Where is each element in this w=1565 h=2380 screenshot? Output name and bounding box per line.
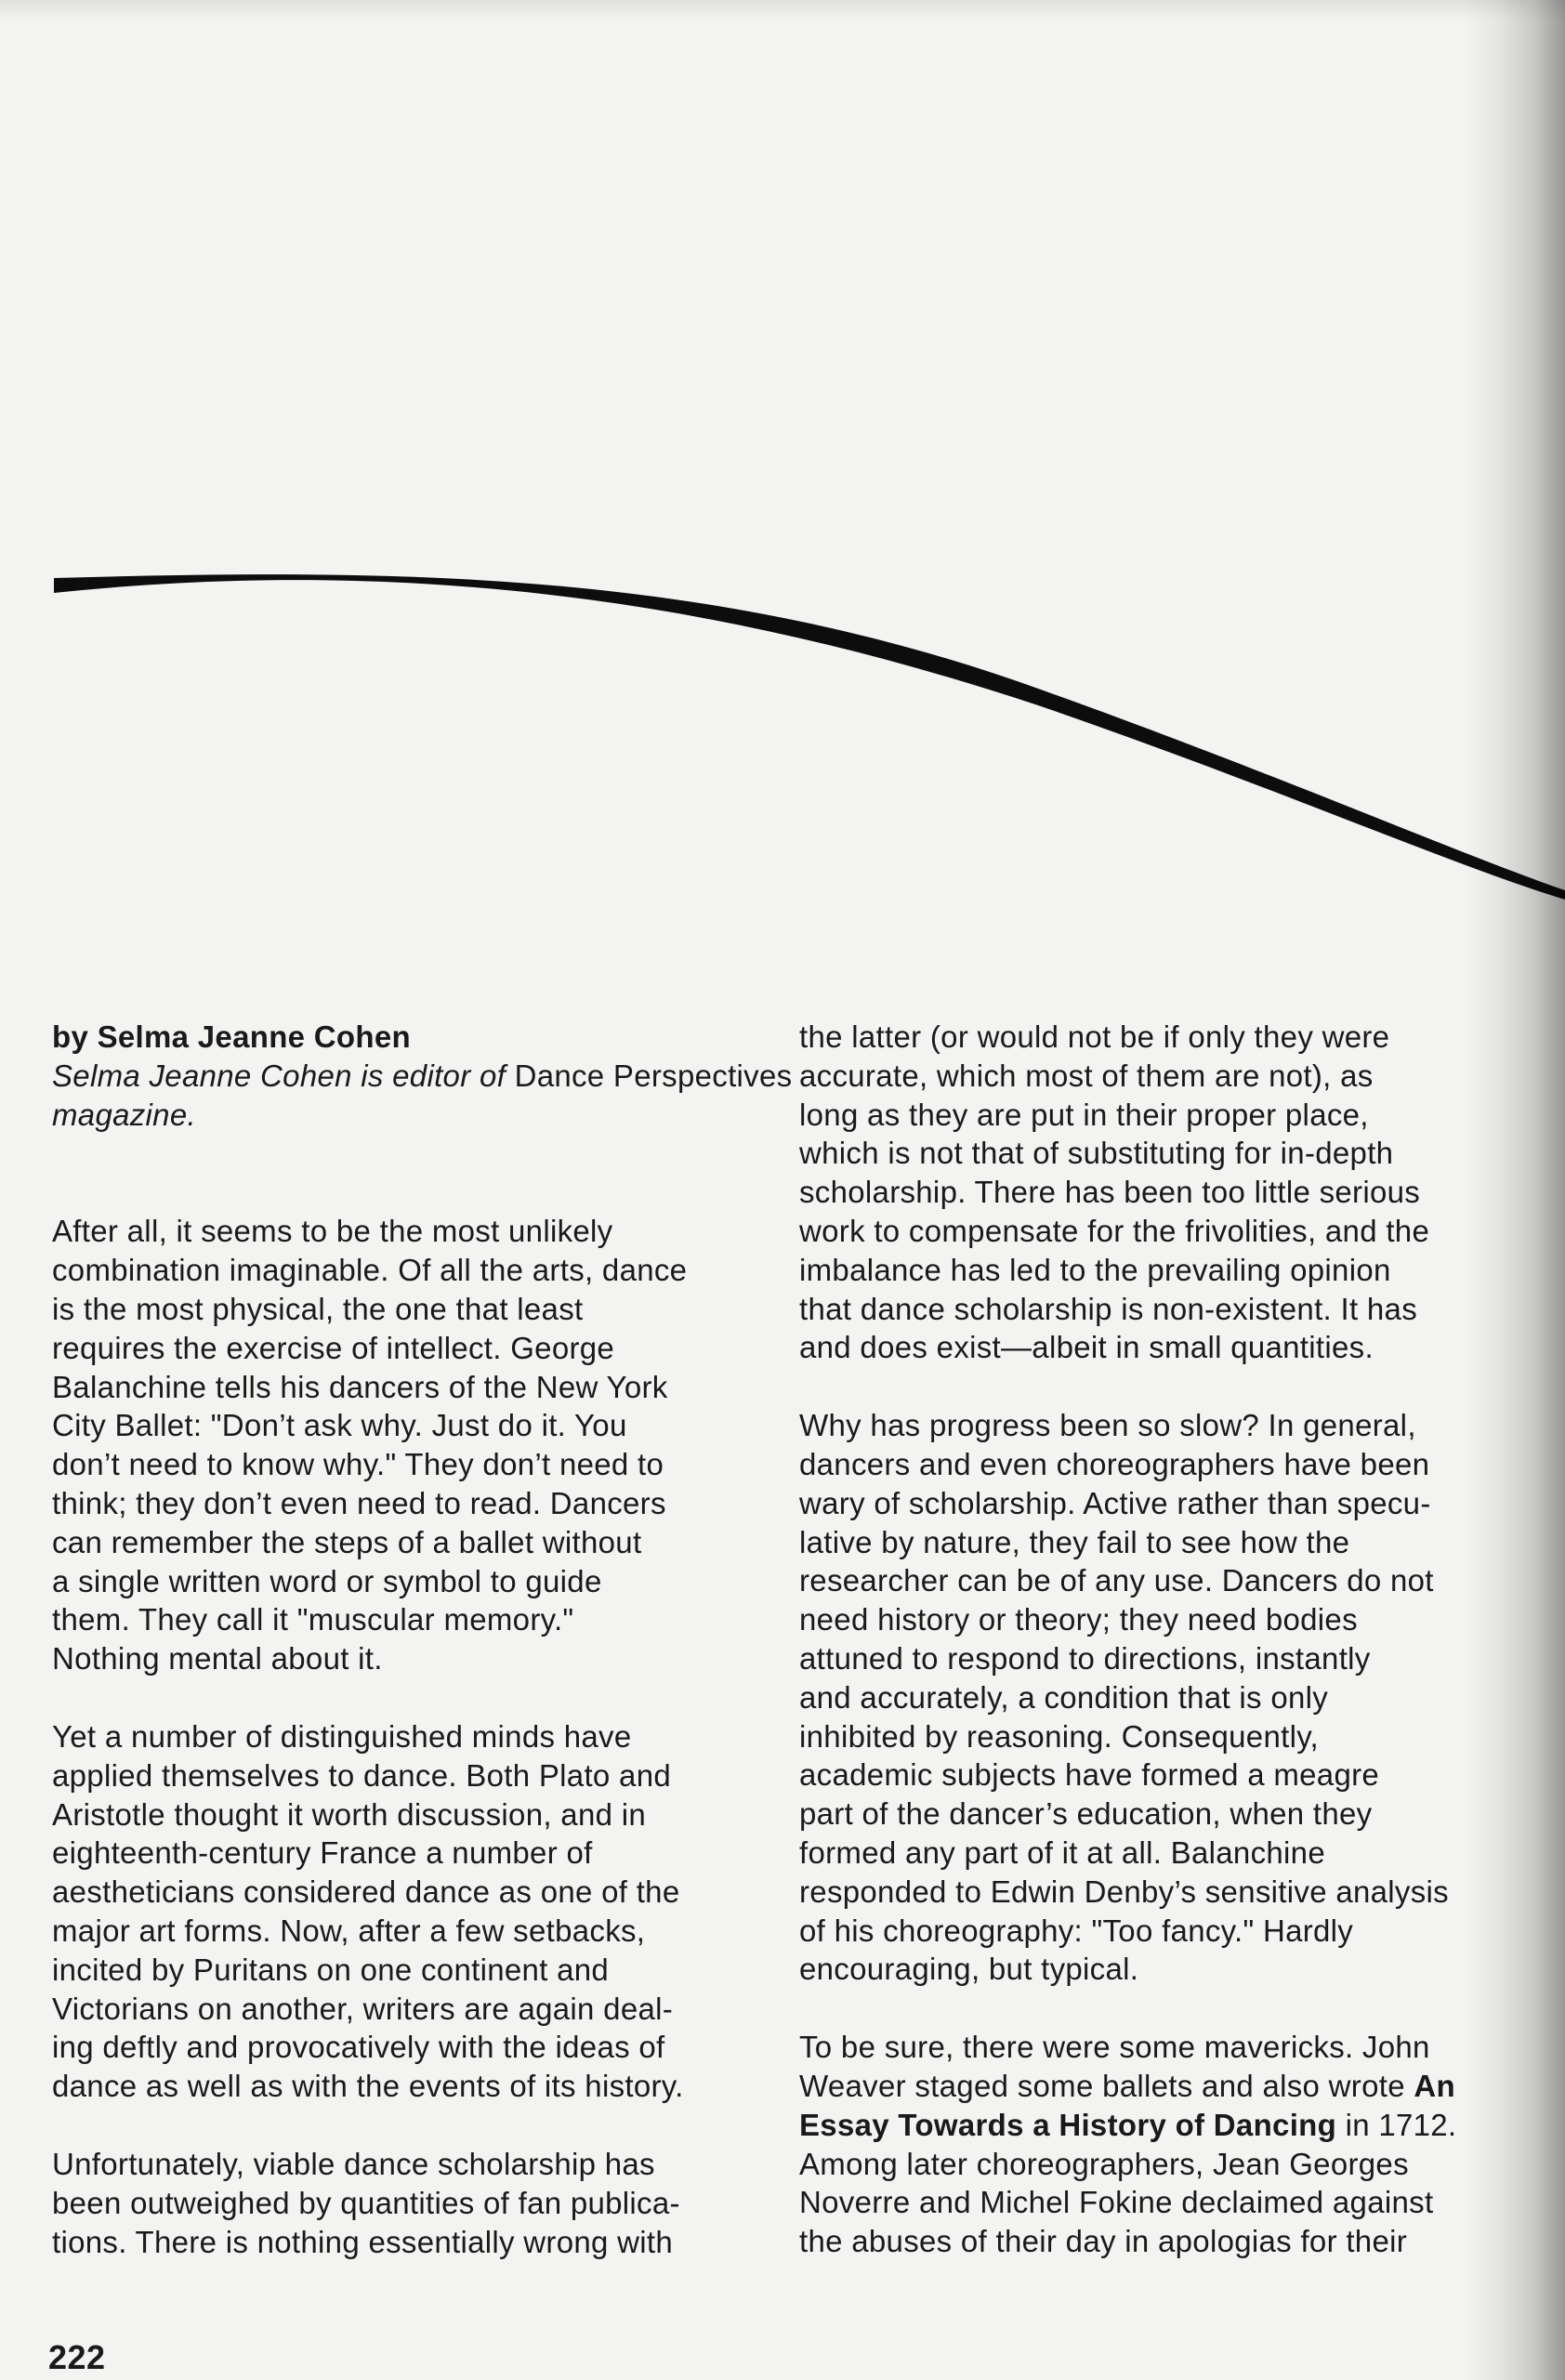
page-number: 222 bbox=[48, 2338, 106, 2376]
right-column bbox=[799, 1018, 1506, 2261]
paragraph-mavericks bbox=[799, 2028, 1506, 2261]
text-line: inhibited by reasoning. Consequently, bbox=[799, 1718, 1320, 1754]
text-line: work to compensate for the frivolities, and the bbox=[799, 1213, 1430, 1248]
text-line: don’t need to know why." They don’t need to bbox=[52, 1447, 664, 1482]
text-line: of his choreography: "Too fancy." Hardly bbox=[799, 1913, 1354, 1948]
text-line: wary of scholarship. Active rather than specu- bbox=[799, 1485, 1431, 1520]
text-line: accurate, which most of them are not), as bbox=[799, 1058, 1374, 1093]
text-line: academic subjects have formed a meagre bbox=[799, 1757, 1380, 1793]
text-line: lative by nature, they fail to see how the bbox=[799, 1524, 1350, 1559]
text-line: attuned to respond to directions, instantly bbox=[799, 1640, 1371, 1676]
text-line: encouraging, but typical. bbox=[799, 1952, 1139, 1987]
text-fragment: in 1712. bbox=[1345, 2107, 1457, 2142]
left-paragraph bbox=[52, 1212, 758, 1678]
text-line bbox=[799, 2106, 1506, 2145]
text-line: incited by Puritans on one continent and bbox=[52, 1952, 610, 1987]
text-line: scholarship. There has been too little serious bbox=[799, 1175, 1421, 1210]
text-line: combination imaginable. Of all the arts, dance bbox=[52, 1253, 688, 1288]
text-line: City Ballet: "Don’t ask why. Just do it. You bbox=[52, 1408, 627, 1443]
byline-block bbox=[52, 1018, 793, 1134]
author-bio bbox=[52, 1057, 793, 1135]
text-line: Why has progress been so slow? In general, bbox=[799, 1408, 1416, 1443]
text-fragment: Weaver staged some ballets and also wrote bbox=[799, 2068, 1405, 2103]
author-byline: by Selma Jeanne Cohen bbox=[52, 1019, 411, 1054]
text-line bbox=[799, 2067, 1506, 2106]
text-line: that dance scholarship is non-existent. It has bbox=[799, 1291, 1418, 1326]
author-bio-part2: Dance Perspectives bbox=[514, 1058, 793, 1093]
text-line: the latter (or would not be if only they were bbox=[799, 1019, 1390, 1054]
text-line: Balanchine tells his dancers of the New York bbox=[52, 1369, 668, 1404]
author-bio-part3-line bbox=[52, 1096, 758, 1135]
text-line: aestheticians considered dance as one of the bbox=[52, 1874, 680, 1910]
text-line: long as they are put in their proper place, bbox=[799, 1097, 1369, 1132]
text-line: tions. There is nothing essentially wrong with bbox=[52, 2224, 674, 2259]
left-column-paragraphs bbox=[52, 1212, 758, 2261]
text-line: Noverre and Michel Fokine declaimed against bbox=[799, 2185, 1434, 2220]
text-line: To be sure, there were some mavericks. John bbox=[799, 2030, 1430, 2065]
text-line: researcher can be of any use. Dancers do not bbox=[799, 1563, 1434, 1598]
text-line: eighteenth-century France a number of bbox=[52, 1835, 593, 1871]
text-line: need history or theory; they need bodies bbox=[799, 1602, 1358, 1637]
decorative-swoosh-line bbox=[0, 0, 1565, 929]
left-paragraph bbox=[52, 1717, 758, 2106]
text-line: Yet a number of distinguished minds have bbox=[52, 1718, 632, 1754]
text-line: requires the exercise of intellect. George bbox=[52, 1330, 615, 1365]
text-line: imbalance has led to the prevailing opinion bbox=[799, 1252, 1391, 1287]
text-line: Unfortunately, viable dance scholarship has bbox=[52, 2146, 655, 2181]
text-line: been outweighed by quantities of fan publica- bbox=[52, 2185, 680, 2220]
text-line: which is not that of substituting for in-depth bbox=[799, 1136, 1394, 1171]
text-line: dance as well as with the events of its history. bbox=[52, 2069, 684, 2104]
text-line: ing deftly and provocatively with the ideas of bbox=[52, 2030, 665, 2065]
text-line: formed any part of it at all. Balanchine bbox=[799, 1834, 1325, 1870]
text-line: and accurately, a condition that is only bbox=[799, 1679, 1329, 1715]
text-line: the abuses of their day in apologias for their bbox=[799, 2224, 1408, 2259]
text-line: and does exist—albeit in small quantities. bbox=[799, 1330, 1374, 1365]
book-title: Essay Towards a History of Dancing bbox=[799, 2107, 1337, 2142]
text-line: applied themselves to dance. Both Plato and bbox=[52, 1757, 672, 1793]
text-line: dancers and even choreographers have been bbox=[799, 1446, 1430, 1481]
text-line: a single written word or symbol to guide bbox=[52, 1563, 602, 1598]
text-line: think; they don’t even need to read. Dancers bbox=[52, 1485, 666, 1520]
text-line: Nothing mental about it. bbox=[52, 1641, 383, 1677]
text-line: responded to Edwin Denby’s sensitive analysis bbox=[799, 1874, 1449, 1909]
text-line: Among later choreographers, Jean Georges bbox=[799, 2146, 1409, 2181]
text-line: them. They call it "muscular memory." bbox=[52, 1602, 574, 1637]
text-line: part of the dancer’s education, when they bbox=[799, 1796, 1373, 1832]
left-column bbox=[52, 1018, 793, 2261]
right-paragraph bbox=[799, 1406, 1506, 1989]
right-paragraph bbox=[799, 1018, 1506, 1367]
text-line: Aristotle thought it worth discussion, and in bbox=[52, 1796, 647, 1832]
text-line: can remember the steps of a ballet without bbox=[52, 1524, 642, 1559]
text-line: is the most physical, the one that least bbox=[52, 1291, 584, 1326]
text-line: major art forms. Now, after a few setbacks, bbox=[52, 1913, 646, 1948]
right-column-paragraphs bbox=[799, 1018, 1506, 1989]
author-bio-part1: Selma Jeanne Cohen is editor of bbox=[52, 1058, 506, 1093]
text-line: After all, it seems to be the most unlikely bbox=[52, 1214, 613, 1249]
text-line: Victorians on another, writers are again deal- bbox=[52, 1991, 674, 2026]
author-bio-part3: magazine. bbox=[52, 1097, 196, 1132]
left-paragraph bbox=[52, 2145, 758, 2261]
book-title-fragment: An bbox=[1414, 2068, 1455, 2103]
